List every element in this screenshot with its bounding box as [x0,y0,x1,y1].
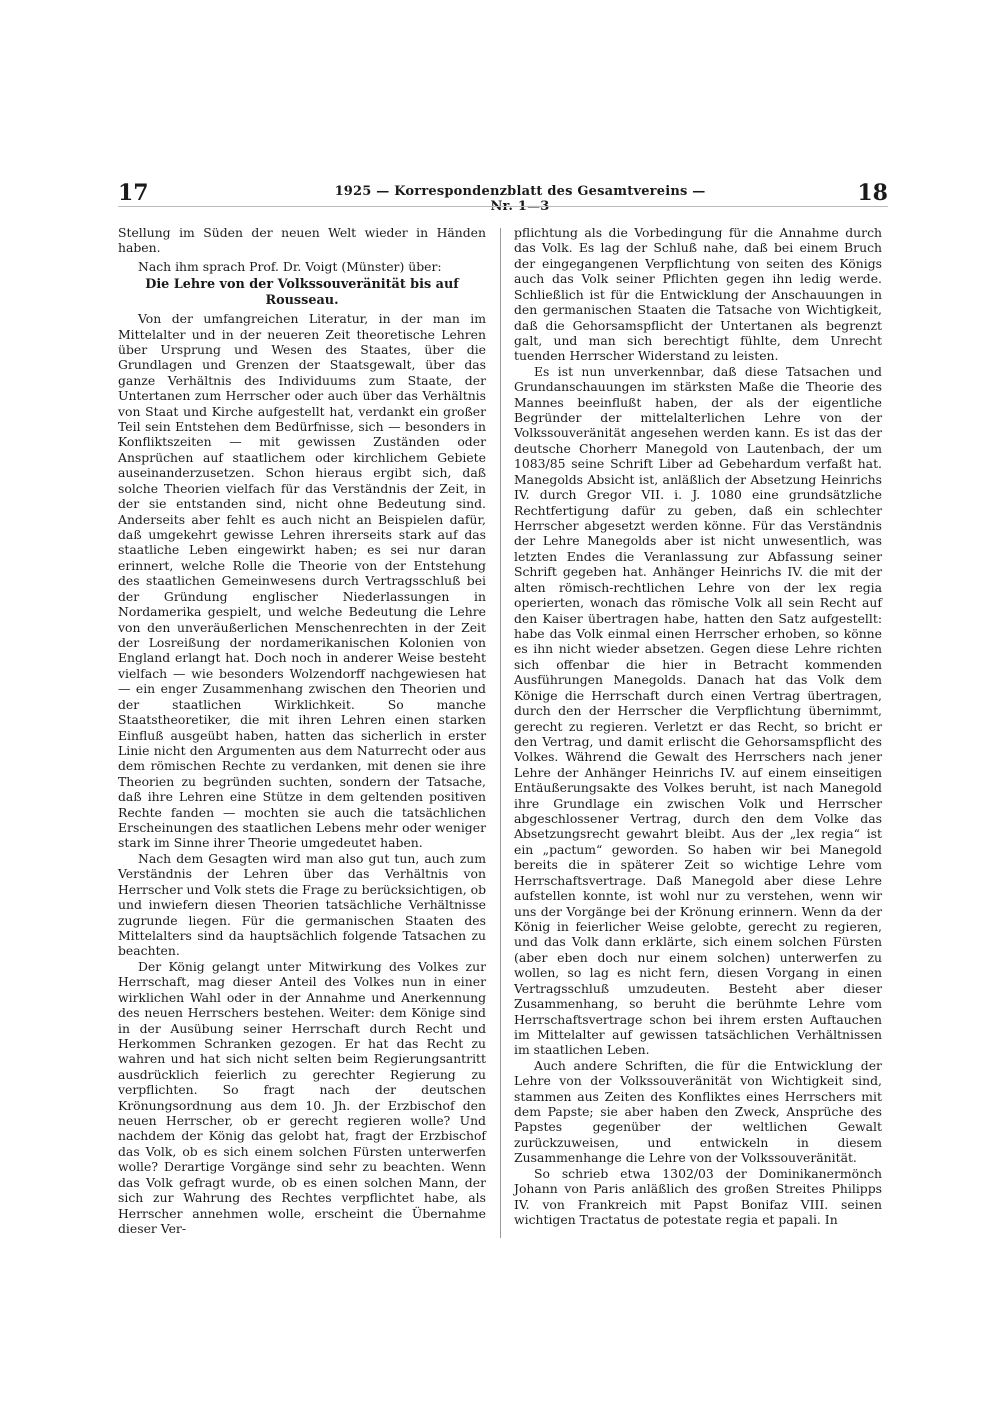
page-number-right: 18 [857,180,888,206]
paragraph: Stellung im Süden der neuen Welt wieder in Händen haben. [118,225,486,256]
paragraph: So schrieb etwa 1302/03 der Dominikanermönch Johann von Paris anläßlich des großen Streites Philipps IV. von Frankreich mit Papst Bonifaz VIII. seinen wichtigen Tractatus de potestate regia et papali. In [514,1165,882,1227]
left-column [118,225,486,1236]
paragraph: Der König gelangt unter Mitwirkung des Volkes zur Herrschaft, mag dieser Anteil des Volkes nun in einer wirklichen Wahl oder in der Annahme und Anerkennung des neuen Herrschers bestehen. Weiter: dem Könige sind in der Ausübung seiner Herrschaft durch Recht und Herkommen Schranken gezogen. Er hat das Recht zu wahren und hat sich nicht selten beim Regierungsantritt ausdrücklich feierlich zu gerechter Regierung zu verpflichten. So fragt nach der deutschen Krönungsordnung aus dem 10. Jh. der Erzbischof den neuen Herrscher, ob er gerecht regieren wolle? Und nachdem der König das gelobt hat, fragt der Erzbischof das Volk, ob es sich einem solchen Fürsten unterwerfen wolle? Derartige Vorgänge sind sehr zu beachten. Wenn das Volk gefragt wurde, ob es einen solchen Mann, der sich zur Wahrung des Rechtes verpflichtet habe, als Herrscher annehmen wolle, erscheint die Übernahme dieser Ver- [118,958,486,1236]
paragraph: pflichtung als die Vorbedingung für die Annahme durch das Volk. Es lag der Schluß nahe, daß bei einem Bruch der eingegangenen Verpflichtung von seiten des Königs auch das Volk seiner Pflichten gegen ihn ledig werde. Schließlich ist für die Entwicklung der Anschauungen in den germanischen Staaten die Tatsache von Wichtigkeit, daß die Gehorsamspflicht der Untertanen als begrenzt galt, und man sich berechtigt fühlte, dem Unrecht tuenden Herrscher Widerstand zu leisten. [514,225,882,364]
article-heading: Die Lehre von der Volkssouveränität bis auf Rousseau. [145,277,459,308]
paragraph: Es ist nun unverkennbar, daß diese Tatsachen und Grundanschauungen im stärksten Maße die Theorie des Mannes beeinflußt haben, der als der eigentliche Begründer der mittelalterlichen Lehre von der Volkssouveränität angesehen werden kann. Es ist das der deutsche Chorherr Manegold von Lautenbach, der um 1083/85 seine Schrift Liber ad Gebehardum verfaßt hat. Manegolds Absicht ist, anläßlich der Absetzung Heinrichs IV. durch Gregor VII. i. J. 1080 eine grundsätzliche Rechtfertigung dafür zu geben, daß ein schlechter Herrscher abgesetzt werden könne. Für das Verständnis der Lehre Manegolds aber ist nicht unwesentlich, was letzten Endes die Veranlassung zur Abfassung seiner Schrift gegeben hat. Anhänger Heinrichs IV. die mit der alten römisch-rechtlichen Lehre von der lex regia operierten, wonach das römische Volk all sein Recht auf den Kaiser übertragen habe, hatten den Satz aufgestellt: habe das Volk einmal einen Herrscher erhoben, so könne es ihn nicht wieder absetzen. Gegen diese Lehre richten sich offenbar die hier in Betracht kommenden Ausführungen Manegolds. Danach hat das Volk dem Könige die Herrschaft durch einen Vertrag übertragen, durch den der Herrscher die Verpflichtung übernimmt, gerecht zu regieren. Verletzt er das Recht, so bricht er den Vertrag, und damit erlischt die Gehorsamspflicht des Volkes. Während die Gewalt des Herrschers nach jener Lehre der Anhänger Heinrichs IV. auf einem einseitigen Entäußerungsakte des Volkes beruht, ist nach Manegold ihre Grundlage ein zwischen Volk und Herrscher abgeschlossener Vertrag, durch den dem Volke das Absetzungsrecht gewahrt bleibt. Aus der „lex regia“ ist ein „pactum“ geworden. So haben wir bei Manegold bereits die in späterer Zeit so wichtige Lehre vom Herrschaftsvertrage. Daß Manegold aber diese Lehre aufstellen konnte, ist wohl nur zu verstehen, wenn wir uns der Vorgänge bei der Krönung erinnern. Wenn da der König in feierlicher Weise gelobte, gerecht zu regieren, und das Volk dann erklärte, sich einem solchen Fürsten (aber eben doch nur einem solchen) unterwerfen zu wollen, so lag es nicht fern, diesen Vorgang in einen Vertragsschluß umzudeuten. Besteht aber dieser Zusammenhang, so beruht die berühmte Lehre vom Herrschaftsvertrage schon bei ihrem ersten Auftauchen im Mittelalter auf gewissen tatsächlichen Verhältnissen im staatlichen Leben. [514,363,882,1058]
column-divider [500,228,501,1238]
running-head: 1925 — Korrespondenzblatt des Gesamtvereins — Nr. 1—3 [334,184,706,214]
speaker-intro: Nach ihm sprach Prof. Dr. Voigt (Münster) über: [138,258,442,274]
paragraph: Von der umfangreichen Literatur, in der man im Mittelalter und in der neueren Zeit theoretische Lehren über Ursprung und Wesen des Staates, über die Grundlagen und Grenzen der Staatsgewalt, über das ganze Verhältnis des Individuums zum Staate, der Untertanen zum Herrscher oder auch über das Verhältnis von Staat und Kirche aufgestellt hat, verdankt ein großer Teil sein Entstehen dem Bedürfnisse, sich — besonders in Konfliktszeiten — mit gewissen Zuständen oder Ansprüchen auf staatlichem oder kirchlichem Gebiete auseinanderzusetzen. Schon hieraus ergibt sich, daß solche Theorien vielfach für das Verständnis der Zeit, in der sie entstanden sind, nicht ohne Bedeutung sind. Anderseits aber fehlt es auch nicht an Beispielen dafür, daß umgekehrt gewisse Lehren ihrerseits stark auf das staatliche Leben eingewirkt haben; es sei nur daran erinnert, welche Rolle die Theorie von der Entstehung des staatlichen Gemeinwesens durch Vertragsschluß bei der Gründung englischer Niederlassungen in Nordamerika gespielt, und welche Bedeutung die Lehre von den unveräußerlichen Menschenrechten in der Zeit der Losreißung der nordamerikanischen Kolonien von England erlangt hat. Doch noch in anderer Weise besteht vielfach — wie besonders Wolzendorff nachgewiesen hat — ein enger Zusammenhang zwischen den Theorien und der staatlichen Wirklichkeit. So manche Staatstheoretiker, die mit ihren Lehren einen starken Einfluß ausgeübt haben, hatten das sicherlich in erster Linie nicht den Argumenten aus dem Naturrecht oder aus dem römischen Rechte zu verdanken, mit denen sie ihre Theorien zu begründen suchten, sondern der Tatsache, daß ihre Lehren eine Stütze in dem geltenden positiven Rechte fanden — mochten sie auch die tatsächlichen Erscheinungen des staatlichen Lebens mehr oder weniger stark im Sinne ihrer Theorie umgedeutet haben. [118,311,486,851]
right-column [514,225,882,1227]
paragraph: Nach dem Gesagten wird man also gut tun, auch zum Verständnis der Lehren über das Verhältnis von Herrscher und Volk stets die Frage zu berücksichtigen, ob und inwiefern diesen Theorien tatsächliche Verhältnisse zugrunde liegen. Für die germanischen Staaten des Mittelalters sind da hauptsächlich folgende Tatsachen zu beachten. [118,850,486,959]
page-number-left: 17 [118,180,149,206]
header-rule [118,206,888,207]
paragraph: Auch andere Schriften, die für die Entwicklung der Lehre von der Volkssouveränität von Wichtigkeit sind, stammen aus Zeiten des Konfliktes eines Herrschers mit dem Papste; sie aber haben den Zweck, Ansprüche des Papstes gegenüber der weltlichen Gewalt zurückzuweisen, und entwickeln in diesem Zusammenhange die Lehre von der Volkssouveränität. [514,1057,882,1166]
